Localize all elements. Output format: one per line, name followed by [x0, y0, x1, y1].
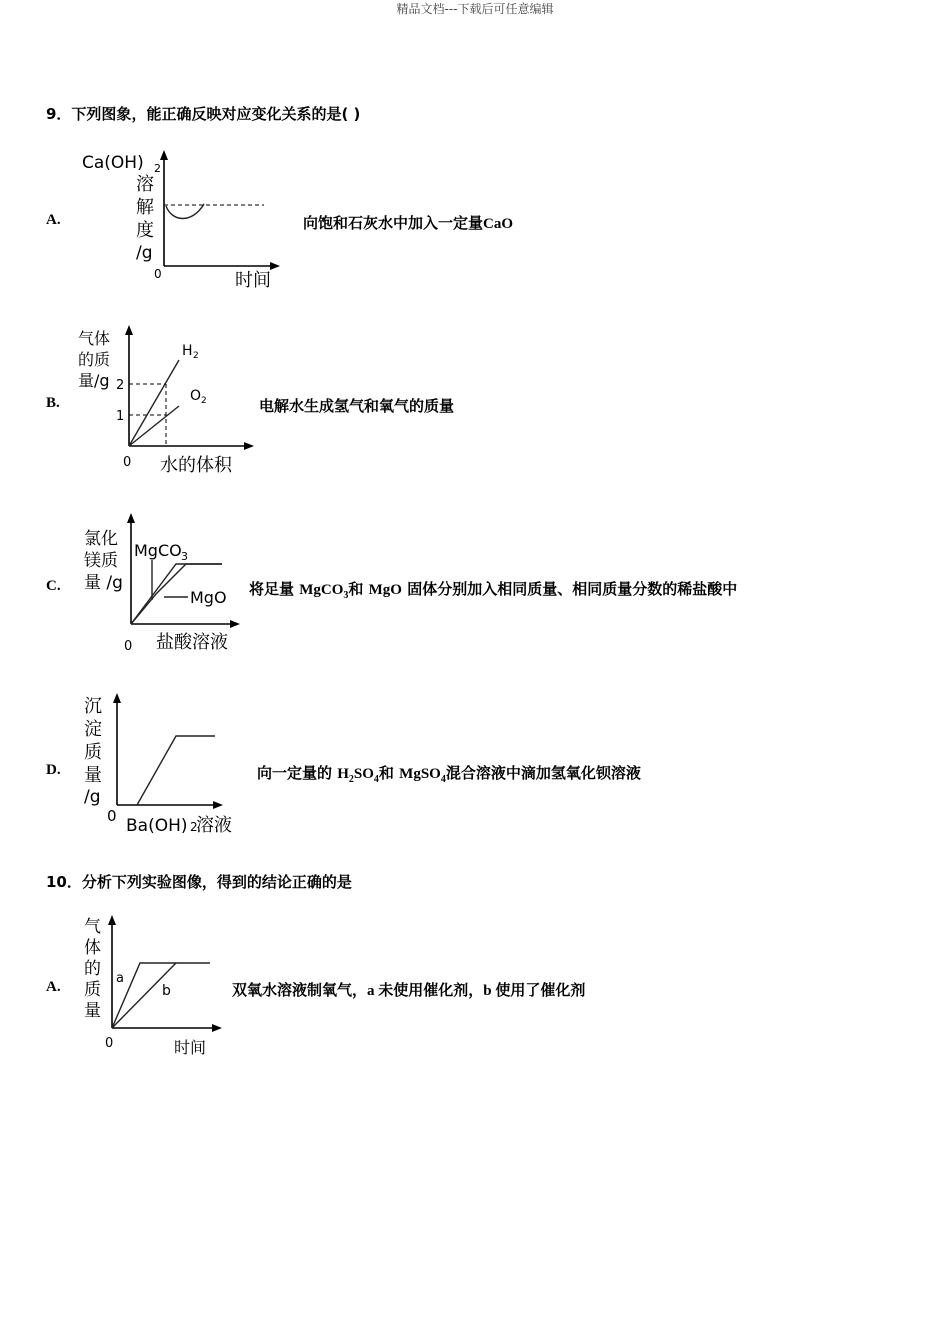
desc-e: 使用了催化剂 — [495, 981, 586, 999]
x-axis-label-sub: 2 — [190, 820, 198, 834]
graph-9a — [80, 148, 290, 293]
ylabel-line-1: 氯化 — [84, 529, 118, 549]
option-9c-letter: C. — [46, 578, 61, 594]
x-axis-arrow — [230, 620, 240, 628]
y-axis-arrow — [127, 513, 135, 523]
desc-b: H — [337, 766, 349, 782]
x-axis-label: 水的体积 — [160, 455, 232, 476]
origin-label: 0 — [124, 639, 133, 654]
line-a-label: a — [116, 971, 124, 986]
x-axis-label-b: 溶液 — [196, 815, 232, 836]
graph-9b — [74, 322, 264, 482]
ylabel-char-2: 解 — [136, 197, 154, 218]
line-a — [112, 963, 210, 1028]
graph-9c — [80, 510, 260, 655]
desc-d: MgSO — [399, 766, 441, 782]
desc-b: MgCO — [299, 582, 344, 598]
series-mgco3-label: MgCO — [134, 541, 182, 560]
desc-b: a — [367, 983, 379, 999]
ylabel-char-4: 量 — [84, 765, 102, 786]
y-axis-arrow — [113, 693, 121, 703]
desc-a: 将足量 — [249, 580, 300, 598]
desc-a: 双氧水溶液制氧气， — [232, 981, 368, 999]
x-axis-arrow — [213, 801, 223, 809]
option-9d-description — [257, 762, 641, 785]
graph-10a — [80, 912, 230, 1062]
desc-chem: CaO — [483, 216, 514, 232]
ylabel-char-2: 体 — [84, 938, 101, 958]
option-10a-description — [232, 979, 585, 1000]
x-axis-arrow — [270, 262, 280, 270]
line-b-label: b — [162, 983, 171, 999]
ylabel-char-4: /g — [136, 243, 153, 263]
ytick-2: 2 — [116, 378, 125, 393]
desc-b-sub2: 4 — [373, 774, 379, 785]
option-9a-description — [303, 212, 513, 233]
desc-a: 向一定量的 — [257, 764, 338, 782]
h2-label: H — [182, 343, 193, 359]
desc-d-sub: 4 — [440, 774, 446, 785]
option-9b-letter: B. — [46, 395, 60, 411]
origin-label: 0 — [107, 807, 117, 825]
desc-c: 未使用催化剂， — [378, 981, 484, 999]
desc-text: 向饱和石灰水中加入一定量 — [303, 214, 484, 232]
o2-label-sub: 2 — [201, 396, 207, 406]
desc-d: b — [483, 983, 496, 999]
desc-d: MgO — [368, 582, 402, 598]
ylabel-char-3: 的 — [84, 959, 101, 979]
ylabel-char-3: 质 — [84, 742, 102, 763]
ylabel-char-1: 沉 — [84, 696, 102, 717]
question-9-stem: 9．下列图象，能正确反映对应变化关系的是( ) — [46, 105, 361, 123]
x-axis-label: 时间 — [235, 270, 271, 291]
option-9c-description — [249, 578, 737, 601]
x-axis-arrow — [212, 1024, 222, 1032]
h2-label-sub: 2 — [193, 351, 199, 361]
graph-9d — [80, 690, 255, 840]
precipitate-line — [137, 736, 215, 805]
x-axis-label-a: Ba(OH) — [126, 816, 188, 836]
ylabel-char-2: 淀 — [84, 719, 102, 740]
y-axis-arrow — [108, 915, 116, 925]
ylabel-char-3: 度 — [136, 220, 154, 241]
ylabel-line-3: 量/g — [78, 371, 110, 390]
ylabel-line-2: 镁质 — [84, 551, 118, 571]
origin-label: 0 — [123, 455, 132, 470]
option-9d-letter: D. — [46, 762, 61, 778]
ylabel-char-5: /g — [84, 787, 101, 807]
ylabel-line-3: 量 /g — [84, 573, 123, 593]
ylabel-formula-sub: 2 — [154, 162, 161, 175]
h2-line — [129, 360, 179, 446]
ylabel-line-1: 气体 — [78, 329, 111, 348]
origin-label: 0 — [105, 1036, 114, 1051]
y-axis-arrow — [160, 150, 168, 160]
question-10-stem: 10．分析下列实验图像，得到的结论正确的是 — [46, 873, 352, 891]
desc-c: 和 — [348, 580, 369, 598]
origin-label: 0 — [154, 267, 162, 281]
desc-c: 和 — [378, 764, 400, 782]
desc-e: 固体分别加入相同质量、相同质量分数的稀盐酸中 — [401, 580, 738, 598]
desc-b-sub: 3 — [343, 590, 349, 601]
ylabel-char-1: 溶 — [136, 174, 154, 195]
series-mgco3-sub: 3 — [181, 550, 188, 563]
ylabel-char-5: 量 — [84, 1001, 101, 1021]
solubility-curve — [166, 204, 204, 219]
y-axis-arrow — [125, 325, 133, 335]
ylabel-line-2: 的质 — [78, 350, 111, 369]
ytick-1: 1 — [116, 409, 125, 424]
x-axis-arrow — [244, 442, 254, 450]
x-axis-label: 盐酸溶液 — [156, 632, 228, 653]
o2-line — [129, 406, 179, 446]
x-axis-label: 时间 — [174, 1038, 207, 1057]
desc-b-sub1: 2 — [348, 774, 354, 785]
desc-b2: SO — [353, 766, 374, 782]
option-9b-description: 电解水生成氢气和氧气的质量 — [259, 397, 455, 415]
o2-label: O — [190, 388, 202, 404]
page-header: 精品文档---下载后可任意编辑 — [396, 2, 554, 16]
ylabel-char-1: 气 — [84, 917, 101, 937]
desc-e: 混合溶液中滴加氢氧化钡溶液 — [445, 764, 641, 782]
ylabel-char-4: 质 — [84, 980, 101, 1000]
option-10a-letter: A. — [46, 979, 61, 995]
ylabel-formula: Ca(OH) — [82, 153, 144, 173]
option-9a-letter: A. — [46, 212, 61, 228]
series-mgo-label: MgO — [190, 588, 227, 607]
